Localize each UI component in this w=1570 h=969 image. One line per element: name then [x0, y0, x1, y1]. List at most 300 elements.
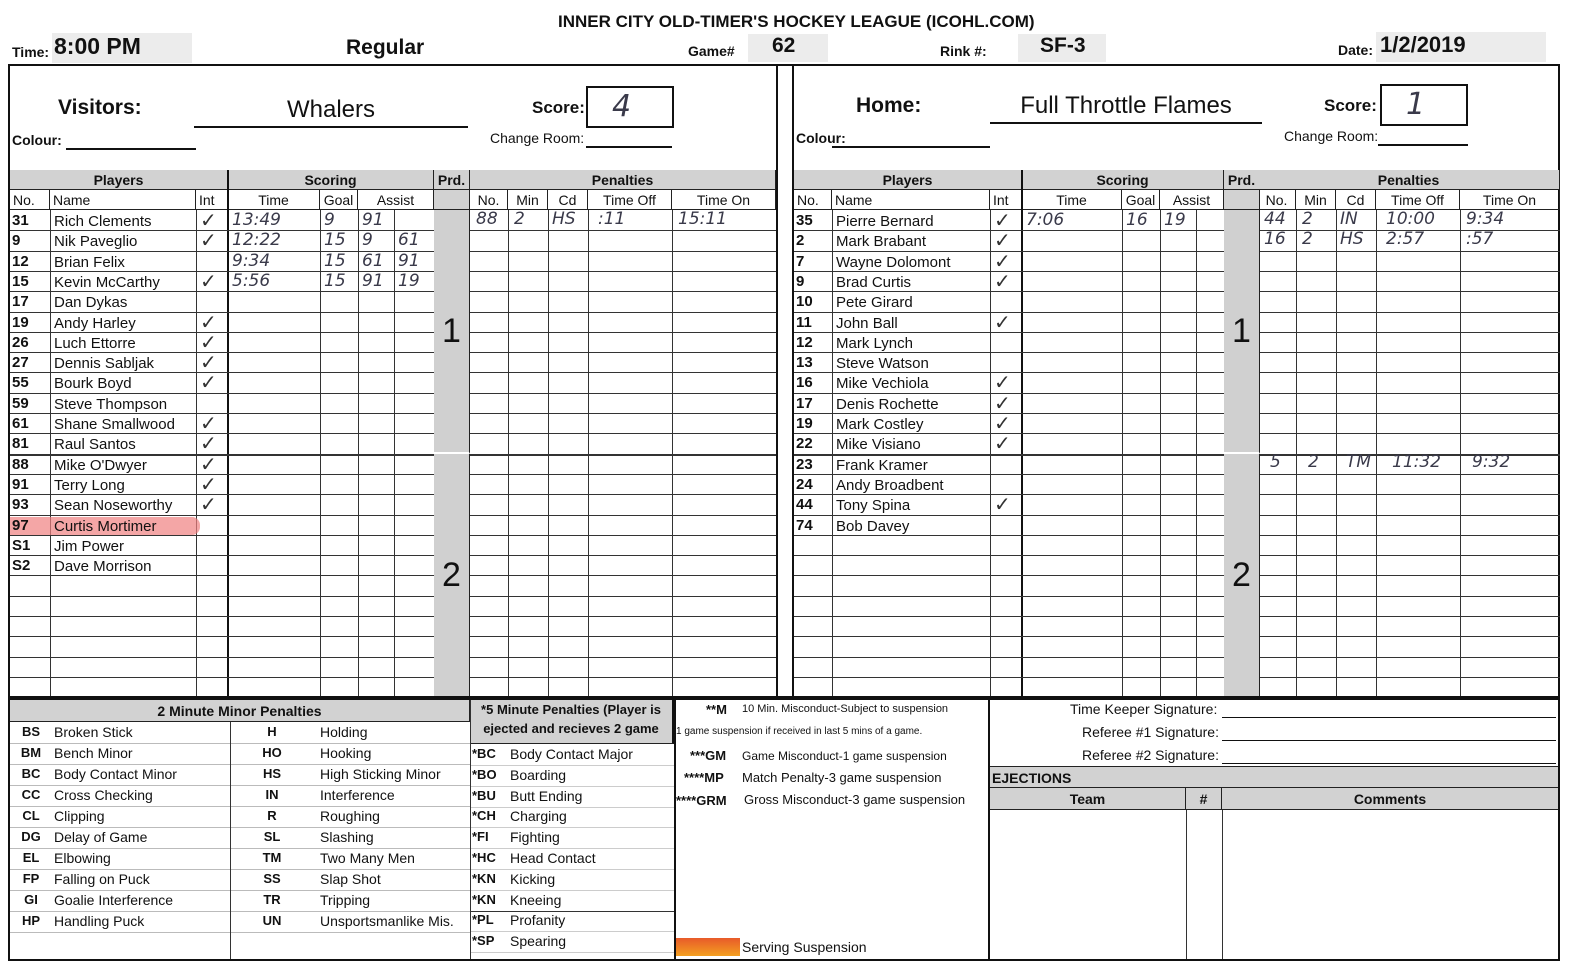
minor-code: HP: [21, 913, 41, 928]
home-row-line: [1260, 677, 1560, 678]
home-row-line: [794, 657, 1224, 658]
misc-gm-code: ***GM: [690, 748, 727, 763]
visitors-checkmark: ✓: [200, 208, 217, 232]
home-penalty-value: 44: [1264, 209, 1286, 229]
home-grid: [794, 170, 1560, 696]
home-row-line: [794, 575, 1224, 576]
misc-gm-text: Game Misconduct-1 game suspension: [742, 749, 947, 763]
home-row-line: [794, 636, 1224, 637]
visitors-col-min-header: Min: [508, 190, 548, 210]
visitors-col-no-header: No.: [470, 190, 508, 210]
visitors-checkmark: ✓: [200, 471, 217, 496]
visitors-row-line: [10, 677, 434, 678]
visitors-player-number: S2: [12, 557, 31, 575]
visitors-player-name: Steve Thompson: [54, 395, 168, 413]
visitors-checkmark: ✓: [200, 228, 217, 253]
visitors-penalties-header: Penalties: [470, 170, 776, 190]
legend-row-line: [10, 827, 470, 828]
misc-grm-code: ****GRM: [676, 793, 727, 808]
minor-desc: Clipping: [54, 808, 105, 824]
legend-row-line: [471, 765, 674, 766]
home-player-number: 13: [796, 354, 813, 372]
rink-label: Rink #:: [940, 43, 987, 59]
visitors-row-line: [470, 230, 776, 231]
minor-code: TR: [263, 892, 281, 907]
visitors-row-line: [10, 494, 434, 495]
visitors-player-number: 19: [12, 313, 29, 331]
home-row-line: [794, 677, 1224, 678]
visitors-penalty-value: 15:11: [678, 209, 727, 229]
visitors-scoring-value: 15: [324, 230, 346, 251]
visitors-row-line: [10, 596, 434, 597]
visitors-prd-subheader: [434, 190, 470, 210]
visitors-player-number: 26: [12, 333, 29, 351]
home-checkmark: ✓: [994, 431, 1011, 456]
home-player-name: Frank Kramer: [836, 456, 928, 474]
visitors-scoring-value: 15: [324, 270, 346, 291]
home-col-min-header: Min: [1296, 190, 1336, 210]
minor-code: IN: [265, 787, 279, 802]
visitors-player-name: Mike O'Dwyer: [54, 456, 147, 474]
home-row-line: [1260, 535, 1560, 536]
timekeeper-sig-label: Time Keeper Signature:: [1070, 701, 1218, 717]
major-title-line1: *5 Minute Penalties (Player is: [481, 702, 661, 717]
visitors-checkmark: ✓: [200, 492, 217, 517]
misc-m-text2: 1 game suspension if received in last 5 mins of a game.: [676, 726, 923, 737]
home-checkmark: ✓: [994, 208, 1011, 232]
minor-desc: Two Many Men: [320, 850, 415, 866]
visitors-row-line: [10, 535, 434, 536]
major-code: *FI: [472, 829, 489, 845]
visitors-row-line: [10, 352, 434, 353]
visitors-row-line: [470, 494, 776, 495]
home-player-name: Mark Brabant: [836, 233, 927, 251]
home-col-time-header: Time: [1022, 190, 1122, 210]
minor-code: H: [267, 724, 277, 739]
visitors-player-name: Andy Harley: [54, 314, 136, 332]
home-player-number: 19: [796, 415, 813, 432]
ejections-team-header: Team: [990, 788, 1186, 810]
home-penalty-value: 2: [1308, 451, 1319, 472]
legend-row-line: [471, 890, 674, 891]
major-desc: Head Contact: [510, 850, 596, 866]
major-code: *CH: [472, 808, 496, 824]
home-row-line: [1260, 433, 1560, 434]
visitors-row-line: [470, 657, 776, 658]
visitors-period-1: 1: [434, 210, 470, 454]
minor-code: GI: [24, 892, 38, 907]
home-checkmark: ✓: [994, 268, 1011, 293]
visitors-team: Whalers: [194, 96, 468, 128]
visitors-player-name: Brian Felix: [54, 253, 125, 271]
major-code: *KN: [472, 891, 496, 907]
home-room-line: [1378, 144, 1468, 146]
visitors-row-line: [470, 515, 776, 516]
misc-grm-text: Gross Misconduct-3 game suspension: [744, 792, 966, 807]
visitors-player-name: Nik Paveglio: [54, 233, 138, 251]
visitors-player-number: 15: [12, 272, 29, 290]
home-row-line: [1260, 291, 1560, 292]
home-scoring-value: 16: [1126, 210, 1148, 230]
scoresheet: [8, 64, 1560, 698]
legend-row-line: [471, 827, 674, 828]
home-player-number: 22: [796, 435, 813, 453]
visitors-checkmark: ✓: [200, 451, 217, 476]
major-title: [470, 700, 674, 744]
visitors-scoring-header: Scoring: [228, 170, 434, 190]
visitors-row-line: [470, 372, 776, 373]
visitors-checkmark: ✓: [200, 431, 217, 456]
visitors-player-name: Sean Noseworthy: [54, 497, 173, 515]
major-code: *BU: [472, 787, 496, 803]
home-player-name: Denis Rochette: [836, 395, 939, 413]
home-row-line: [1260, 352, 1560, 353]
visitors-player-number: 93: [12, 496, 29, 514]
visitors-score: 4: [586, 86, 674, 128]
home-player-name: Mike Vechiola: [836, 375, 929, 393]
visitors-row-line: [470, 535, 776, 536]
home-penalty-value: 9:32: [1472, 451, 1511, 472]
visitors-scoring-value: 19: [398, 270, 420, 291]
home-row-line: [794, 535, 1224, 536]
home-row-line: [794, 596, 1224, 597]
home-col-cd-header: Cd: [1336, 190, 1376, 210]
home-team: Full Throttle Flames: [990, 92, 1262, 124]
minor-desc: Roughing: [320, 808, 380, 824]
minor-desc: Interference: [320, 787, 395, 803]
home-row-line: [1260, 332, 1560, 333]
visitors-players-header: Players: [10, 170, 228, 190]
home-checkmark: ✓: [994, 228, 1011, 253]
minor-desc: Delay of Game: [54, 829, 148, 845]
major-desc: Charging: [510, 808, 567, 825]
home-player-number: 11: [796, 313, 812, 331]
legend-row-line: [10, 764, 470, 765]
home-penalty-value: IN: [1340, 209, 1358, 229]
home-penalty-value: 5: [1270, 451, 1281, 472]
home-player-number: 35: [796, 212, 813, 229]
home-penalty-value: TM: [1346, 451, 1372, 472]
home-row-line: [1260, 575, 1560, 576]
game-number: 62: [748, 34, 828, 62]
home-player-name: Mark Lynch: [836, 334, 913, 352]
league-title: INNER CITY OLD-TIMER'S HOCKEY LEAGUE (ICOHL.COM): [558, 12, 1035, 31]
home-row-line: [1260, 555, 1560, 556]
home-penalty-value: 2: [1302, 229, 1313, 250]
home-label: Home:: [856, 94, 922, 117]
visitors-scoring-value: 5:56: [232, 270, 271, 291]
minor-desc: Hooking: [320, 745, 372, 761]
home-row-line: [1260, 596, 1560, 597]
minor-desc: Falling on Puck: [54, 871, 150, 887]
visitors-scoring-value: 61: [362, 250, 384, 271]
visitors-scoring-value: 9:34: [232, 250, 271, 271]
major-desc: Butt Ending: [510, 787, 583, 804]
home-scoring-value: 19: [1164, 210, 1186, 230]
visitors-col-name-header: Name: [50, 190, 196, 210]
date-label: Date:: [1338, 42, 1374, 58]
home-row-line: [1260, 636, 1560, 637]
visitors-player-name: Curtis Mortimer: [54, 517, 157, 535]
visitors-row-line: [10, 393, 434, 394]
visitors-player-number: 55: [12, 374, 29, 392]
minor-code: UN: [262, 913, 282, 928]
home-col-no-header: No.: [794, 190, 832, 210]
visitors-scoring-value: 91: [362, 270, 384, 291]
home-period-2: 2: [1224, 454, 1260, 696]
visitors-player-name: Jim Power: [54, 537, 125, 555]
visitors-player-number: 27: [12, 354, 29, 372]
visitors-row-line: [10, 291, 434, 292]
minor-code: DG: [21, 829, 41, 844]
visitors-player-number: 17: [12, 293, 29, 311]
minor-code: CC: [21, 787, 41, 802]
major-desc: Body Contact Major: [510, 746, 633, 762]
legend-row-line: [471, 869, 674, 870]
referee1-sig-line[interactable]: [1222, 740, 1556, 741]
home-row-line: [1260, 251, 1560, 252]
visitors-row-line: [10, 433, 434, 434]
home-row-line: [1260, 271, 1560, 272]
visitors-player-number: 59: [12, 394, 29, 412]
referee2-sig-label: Referee #2 Signature:: [1082, 747, 1219, 763]
rink-value: SF-3: [1018, 34, 1106, 62]
visitors-row-line: [10, 616, 434, 617]
visitors-room-label: Change Room:: [490, 130, 585, 146]
legend-row-line: [10, 785, 470, 786]
visitors-row-line: [470, 575, 776, 576]
home-player-number: 7: [796, 252, 805, 270]
minor-desc: Holding: [320, 724, 368, 740]
major-desc: Kneeing: [510, 891, 562, 908]
misc-divider: [988, 700, 990, 959]
minor-desc: Handling Puck: [54, 913, 145, 929]
timekeeper-sig-line[interactable]: [1222, 717, 1556, 718]
visitors-score-label: Score:: [532, 98, 585, 117]
major-desc: Fighting: [510, 829, 560, 846]
visitors-row-line: [470, 454, 776, 456]
major-code: *BC: [472, 746, 496, 761]
visitors-checkmark: ✓: [200, 350, 217, 375]
visitors-scoring-value: 61: [398, 230, 420, 251]
home-player-number: 74: [796, 516, 813, 534]
visitors-row-line: [470, 352, 776, 353]
visitors-player-name: Luch Ettorre: [54, 334, 136, 352]
visitors-penalty-value: 2: [514, 209, 525, 229]
visitors-row-line: [470, 596, 776, 597]
misc-mp-code: ****MP: [684, 770, 724, 785]
home-player-number: 12: [796, 333, 813, 351]
visitors-player-number: S1: [12, 536, 31, 554]
home-col-int-header: Int: [990, 190, 1022, 210]
home-player-number: 10: [796, 293, 813, 311]
minor-desc: High Sticking Minor: [320, 766, 441, 782]
home-player-name: Mike Visiano: [836, 436, 921, 454]
visitors-grid: [10, 170, 776, 696]
major-divider: [674, 700, 676, 959]
home-player-name: Tony Spina: [836, 497, 911, 515]
visitors-row-line: [470, 271, 776, 272]
home-col-name-header: Name: [832, 190, 990, 210]
home-period-1: 1: [1224, 210, 1260, 454]
visitors-col-time-header: Time: [228, 190, 320, 210]
home-row-line: [1260, 474, 1560, 475]
minor-code: HO: [262, 745, 282, 760]
legend-row-line: [10, 911, 470, 912]
visitors-row-line: [470, 636, 776, 637]
visitors-player-name: Terry Long: [54, 476, 125, 494]
visitors-row-line: [10, 454, 434, 456]
visitors-checkmark: ✓: [200, 329, 217, 354]
visitors-player-number: 61: [12, 415, 29, 432]
misc-m-text: 10 Min. Misconduct-Subject to suspension: [742, 703, 949, 715]
misc-mp-text: Match Penalty-3 game suspension: [742, 770, 942, 785]
home-col-assist-header: Assist: [1160, 190, 1224, 210]
minor-code: HS: [262, 766, 282, 781]
home-player-number: 9: [796, 272, 805, 290]
home-penalty-value: HS: [1340, 229, 1364, 250]
home-scoring-value: 7:06: [1026, 210, 1065, 230]
home-penalty-value: :57: [1466, 229, 1494, 250]
visitors-row-line: [10, 332, 434, 333]
visitors-scoring-value: 13:49: [232, 210, 281, 230]
minor-code: SL: [263, 829, 281, 844]
visitors-player-number: 9: [12, 232, 21, 250]
visitors-row-line: [470, 393, 776, 394]
home-prd-subheader: [1224, 190, 1260, 210]
minor-desc: Body Contact Minor: [54, 766, 177, 782]
home-checkmark: ✓: [994, 411, 1011, 435]
home-penalty-value: 2: [1302, 209, 1313, 229]
visitors-row-line: [470, 332, 776, 333]
visitors-scoring-value: 15: [324, 250, 346, 271]
visitors-player-name: Bourk Boyd: [54, 375, 132, 393]
visitors-scoring-value: 9: [362, 230, 373, 251]
ejections-title: EJECTIONS: [990, 766, 1558, 788]
visitors-row-line: [10, 372, 434, 373]
home-player-number: 44: [796, 496, 813, 514]
visitors-player-number: 97: [12, 516, 29, 534]
minor-desc: Goalie Interference: [54, 892, 174, 908]
home-player-name: John Ball: [836, 314, 898, 332]
visitors-player-number: 88: [12, 455, 29, 473]
home-checkmark: ✓: [994, 370, 1011, 395]
visitors-col-time_off-header: Time Off: [588, 190, 672, 210]
visitors-row-line: [10, 312, 434, 313]
visitors-penalty-value: HS: [552, 209, 576, 229]
home-row-line: [794, 474, 1224, 475]
home-penalty-value: 2:57: [1386, 229, 1425, 250]
home-colour-label: Colour:: [796, 130, 846, 146]
home-player-name: Pierre Bernard: [836, 213, 934, 230]
home-row-line: [1260, 515, 1560, 516]
visitors-player-number: 81: [12, 435, 29, 453]
visitors-checkmark: ✓: [200, 309, 217, 334]
major-code: *SP: [472, 933, 495, 949]
visitors-col-assist-header: Assist: [358, 190, 434, 210]
home-player-name: Mark Costley: [836, 416, 924, 433]
visitors-row-line: [470, 413, 776, 414]
home-players-header: Players: [794, 170, 1022, 190]
visitors-row-line: [10, 575, 434, 576]
home-player-name: Pete Girard: [836, 294, 913, 312]
legend-row-line: [10, 869, 470, 870]
major-code: *HC: [472, 850, 496, 865]
home-player-name: Bob Davey: [836, 517, 910, 535]
visitors-player-name: Raul Santos: [54, 436, 136, 454]
minor-code: BC: [21, 766, 41, 781]
visitors-row-line: [470, 474, 776, 475]
minor-code: EL: [22, 850, 40, 865]
home-checkmark: ✓: [994, 309, 1011, 334]
home-player-number: 24: [796, 475, 813, 493]
home-panel: [792, 66, 1560, 696]
home-player-number: 23: [796, 455, 813, 473]
home-row-line: [1260, 372, 1560, 373]
major-desc: Kicking: [510, 870, 556, 887]
serving-label: Serving Suspension: [742, 939, 867, 955]
minor-major-divider: [470, 700, 471, 959]
home-player-number: 17: [796, 394, 813, 412]
visitors-player-name: Shane Smallwood: [54, 416, 175, 433]
minor-desc: Elbowing: [54, 850, 111, 866]
game-label: Game#: [688, 43, 735, 59]
home-room-label: Change Room:: [1284, 128, 1379, 144]
home-col-goal-header: Goal: [1122, 190, 1160, 210]
home-prd-header: Prd.: [1224, 170, 1260, 190]
penalty-legend: [8, 698, 1560, 961]
misc-m-code: **M: [706, 702, 727, 717]
visitors-colour-line: [66, 148, 196, 150]
home-col-no-header: No.: [1258, 190, 1296, 210]
home-checkmark: ✓: [994, 248, 1011, 273]
home-row-line: [1260, 657, 1560, 658]
visitors-player-number: 91: [12, 475, 29, 493]
home-score: 1: [1380, 84, 1468, 126]
home-penalties-header: Penalties: [1258, 170, 1560, 190]
home-penalty-value: 16: [1264, 229, 1286, 250]
home-player-number: 2: [796, 232, 805, 250]
legend-row-line: [10, 890, 470, 891]
minor-desc: Broken Stick: [54, 724, 133, 740]
referee2-sig-line[interactable]: [1222, 763, 1556, 764]
minor-code: R: [267, 808, 277, 823]
visitors-penalty-value: 88: [476, 209, 498, 229]
visitors-row-line: [10, 636, 434, 637]
home-row-line: [1260, 616, 1560, 617]
minor-desc: Cross Checking: [54, 787, 153, 803]
visitors-row-line: [470, 677, 776, 678]
referee1-sig-label: Referee #1 Signature:: [1082, 724, 1219, 740]
visitors-scoring-value: 91: [362, 210, 384, 230]
minor-desc: Slap Shot: [320, 871, 381, 887]
visitors-checkmark: ✓: [200, 411, 217, 435]
home-row-line: [794, 616, 1224, 617]
minor-code: CL: [22, 808, 40, 823]
home-player-name: Wayne Dolomont: [836, 253, 951, 271]
ejections-number-col: [1222, 810, 1223, 959]
legend-row-line: [471, 807, 674, 808]
home-player-name: Brad Curtis: [836, 273, 912, 291]
visitors-row-line: [10, 474, 434, 475]
home-scoring-header: Scoring: [1022, 170, 1224, 190]
visitors-row-line: [470, 312, 776, 313]
visitors-col-time_on-header: Time On: [672, 190, 776, 210]
minor-code: SS: [263, 871, 281, 886]
game-type: Regular: [346, 36, 425, 59]
legend-row-line: [10, 806, 470, 807]
home-row-line: [1260, 494, 1560, 495]
